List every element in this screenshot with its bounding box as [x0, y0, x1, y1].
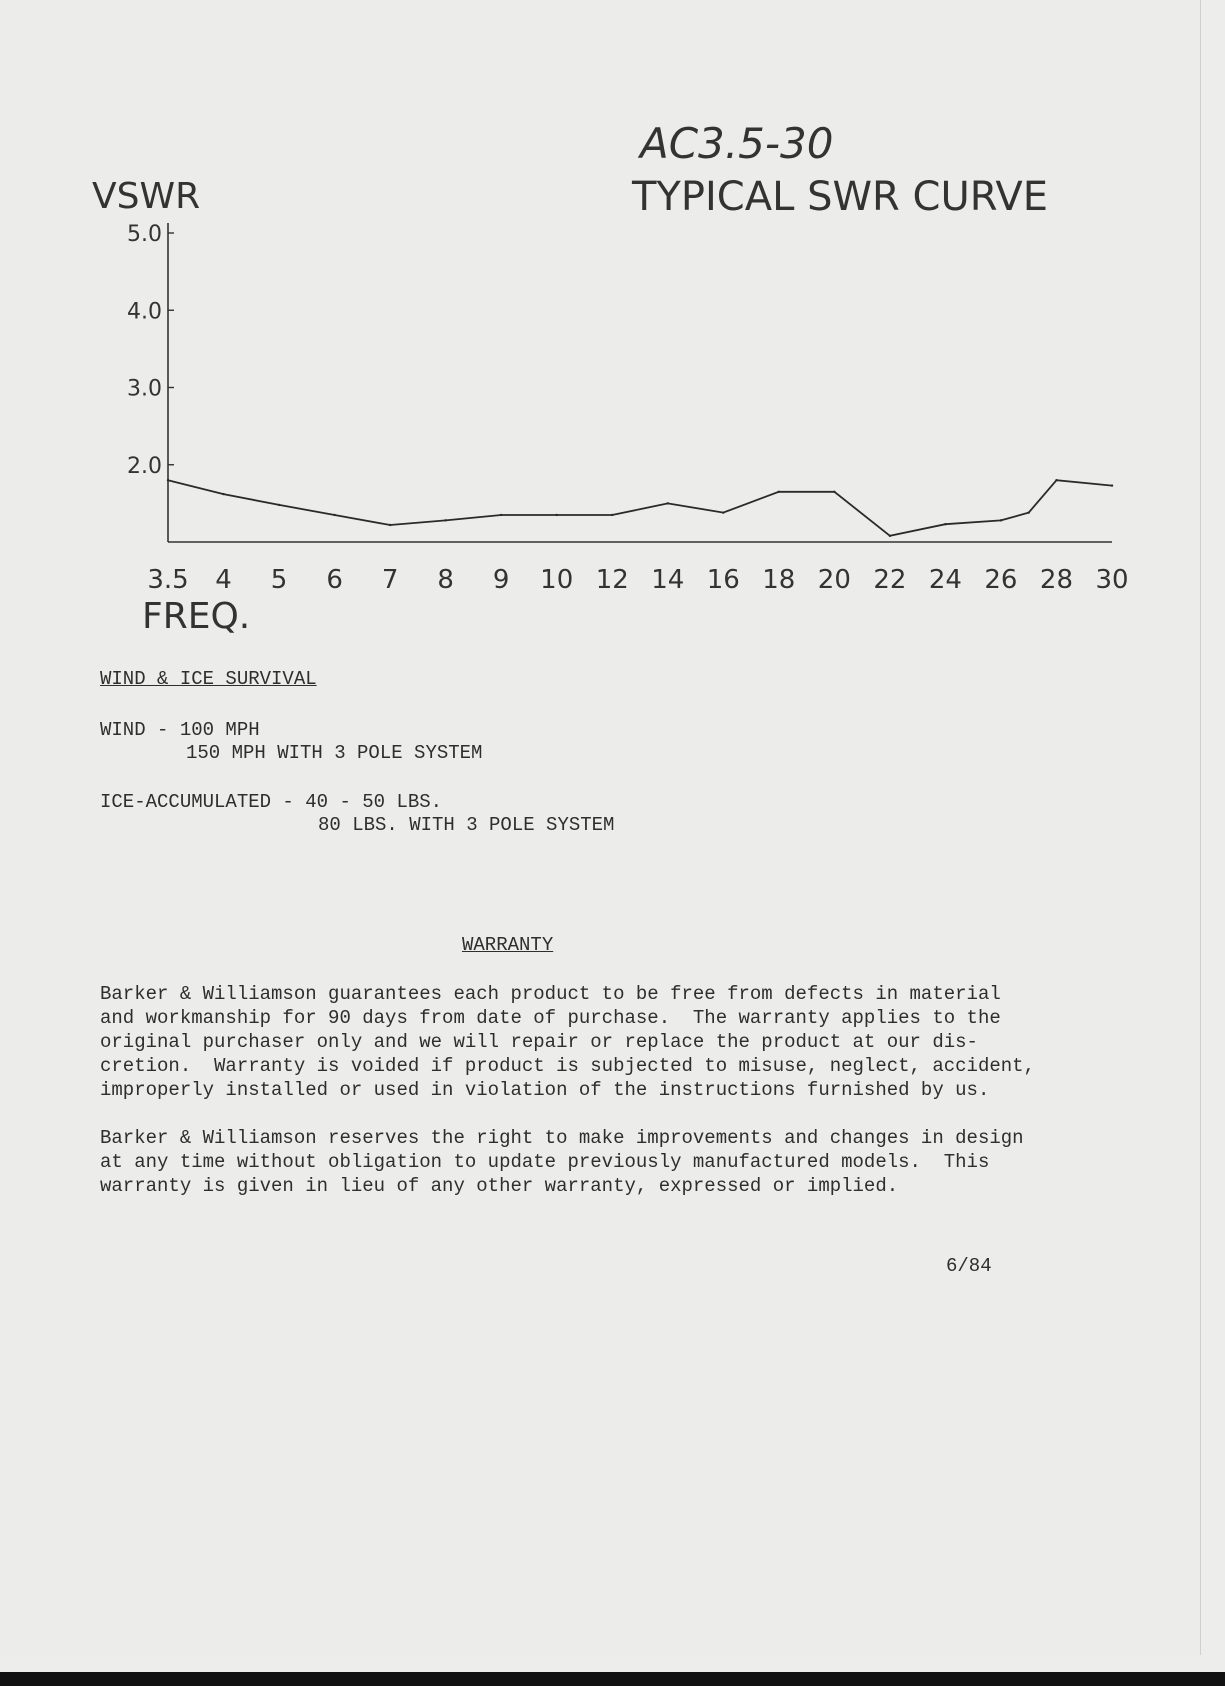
y-tick-label: 5.0 [127, 222, 162, 247]
data-point [778, 491, 780, 493]
data-point [222, 493, 224, 495]
survival-heading: WIND & ICE SURVIVAL [100, 668, 317, 690]
data-point [167, 479, 169, 481]
data-point [444, 519, 446, 521]
x-tick-label: 16 [706, 565, 740, 595]
x-tick-label: 24 [928, 565, 962, 595]
data-point [611, 514, 613, 516]
ice-line-1: ICE-ACCUMULATED - 40 - 50 LBS. [100, 791, 443, 813]
x-tick-label: 28 [1039, 565, 1074, 595]
x-tick-label: 7 [381, 565, 399, 595]
y-tick-label: 3.0 [127, 376, 162, 402]
document-date: 6/84 [946, 1255, 992, 1277]
data-point [1055, 479, 1057, 481]
warranty-line: at any time without obligation to update previously manufactured models. This [100, 1151, 990, 1173]
x-tick-label: 8 [437, 565, 454, 595]
ice-line-2: 80 LBS. WITH 3 POLE SYSTEM [318, 814, 615, 836]
data-point [944, 523, 946, 525]
wind-line-1: WIND - 100 MPH [100, 719, 260, 741]
x-ticks [147, 565, 1128, 595]
x-tick-label: 12 [595, 565, 629, 595]
warranty-paragraph-1 [100, 982, 1100, 1102]
x-tick-label: 22 [873, 565, 907, 595]
data-point [389, 524, 391, 526]
x-tick-label: 9 [492, 565, 510, 595]
data-point [1028, 511, 1030, 513]
x-tick-label: 26 [984, 565, 1018, 595]
wind-line-2: 150 MPH WITH 3 POLE SYSTEM [186, 742, 483, 764]
data-point [333, 514, 335, 516]
data-point [667, 502, 669, 504]
data-point [889, 535, 891, 537]
data-point [278, 504, 280, 506]
chart-subtitle: TYPICAL SWR CURVE [632, 174, 1048, 220]
warranty-line: Barker & Williamson reserves the right to make improvements and changes in design [100, 1127, 1024, 1149]
x-tick-label: 30 [1095, 565, 1129, 595]
x-tick-label: 6 [326, 565, 343, 595]
data-point [500, 514, 502, 516]
data-point [1111, 484, 1113, 486]
x-axis-label: FREQ. [142, 596, 251, 637]
vswr-curve [168, 480, 1112, 536]
x-tick-label: 20 [817, 565, 851, 595]
x-tick-label: 4 [215, 565, 232, 595]
warranty-line: cretion. Warranty is voided if product is subjected to misuse, neglect, accident, [100, 1055, 1035, 1077]
warranty-line: original purchaser only and we will repair or replace the product at our dis- [100, 1031, 978, 1053]
scan-edge [0, 1672, 1225, 1686]
chart-title: AC3.5-30 [640, 119, 834, 168]
swr-chart [0, 0, 1225, 640]
y-tick-label: 4.0 [127, 299, 162, 325]
y-axis-label: VSWR [92, 176, 201, 217]
x-tick-label: 14 [651, 565, 685, 595]
chart-series [167, 479, 1113, 537]
chart-axes [168, 223, 1112, 542]
y-ticks [127, 222, 174, 479]
data-point [1000, 519, 1002, 521]
x-tick-label: 3.5 [147, 565, 189, 595]
x-tick-label: 5 [270, 565, 288, 595]
warranty-heading: WARRANTY [462, 934, 554, 956]
x-tick-label: 18 [762, 565, 796, 595]
data-point [556, 514, 558, 516]
warranty-line: and workmanship for 90 days from date of purchase. The warranty applies to the [100, 1007, 1001, 1029]
warranty-line: warranty is given in lieu of any other warranty, expressed or implied. [100, 1175, 899, 1197]
data-point [722, 511, 724, 513]
warranty-line: improperly installed or used in violation of the instructions furnished by us. [100, 1079, 990, 1101]
warranty-line: Barker & Williamson guarantees each product to be free from defects in material [100, 983, 1001, 1005]
data-point [833, 491, 835, 493]
x-tick-label: 10 [540, 565, 574, 595]
warranty-paragraph-2 [100, 1126, 1100, 1198]
y-tick-label: 2.0 [127, 453, 162, 479]
